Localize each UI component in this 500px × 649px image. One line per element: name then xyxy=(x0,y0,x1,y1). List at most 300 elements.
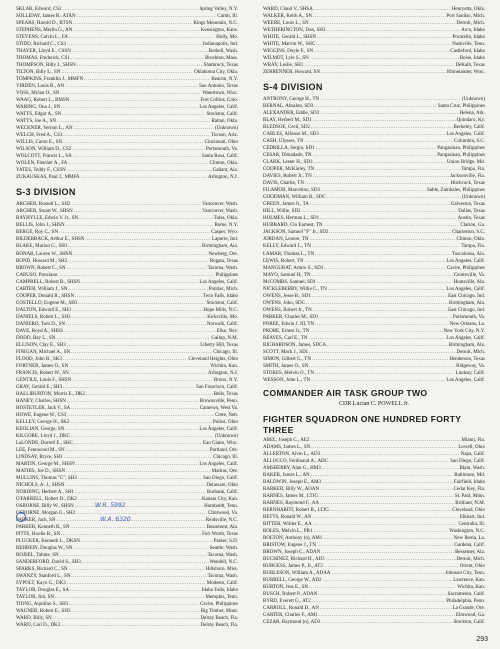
leader-dots xyxy=(71,405,198,412)
leader-dots xyxy=(320,131,446,138)
leader-dots xyxy=(67,412,214,419)
entry-hometown: Beaumont, Ala. xyxy=(206,525,238,531)
leader-dots xyxy=(63,132,210,139)
leader-dots xyxy=(67,580,206,587)
entry-hometown: Parker, S.D. xyxy=(213,539,238,545)
roster-entry xyxy=(16,13,238,20)
entry-name: PROBE, Ernest Jr., TN xyxy=(263,328,310,334)
roster-entry xyxy=(263,13,485,20)
leader-dots xyxy=(60,90,201,97)
leader-dots xyxy=(311,444,457,451)
entry-hometown: Idaho Falls, Idaho xyxy=(201,588,238,594)
entry-name: CASH, Ulysses, TN xyxy=(263,139,304,145)
leader-dots xyxy=(314,103,437,110)
entry-name: WELCH, Fred A., CS3 xyxy=(16,133,63,139)
roster-entry xyxy=(16,215,238,222)
roster-entry xyxy=(263,377,485,384)
entry-name: MATHIS, Joe D., SHSN xyxy=(16,468,66,474)
entry-hometown: Boise, Idaho xyxy=(459,56,485,62)
roster-entry xyxy=(263,307,485,314)
leader-dots xyxy=(310,201,450,208)
roster-entry xyxy=(16,125,238,132)
roster-entry xyxy=(16,489,238,496)
leader-dots xyxy=(311,124,453,131)
entry-hometown: Napa, Calif. xyxy=(460,451,485,457)
entry-hometown: Tacoma, Wash. xyxy=(207,265,238,271)
s3-division-heading: S-3 DIVISION xyxy=(16,187,76,198)
roster-entry xyxy=(263,458,485,465)
roster-entry xyxy=(263,265,485,272)
entry-name: CAMPBELL, Robert B., SHSN xyxy=(16,279,80,285)
entry-hometown: Vancouver, Wash. xyxy=(202,209,238,215)
entry-name: BARNES, James M., LTJG xyxy=(263,493,319,499)
leader-dots xyxy=(73,153,201,160)
leader-dots xyxy=(68,258,209,265)
entry-name: BOND, Howard M., SH2 xyxy=(16,258,68,264)
roster-entry xyxy=(263,103,485,110)
roster-entry xyxy=(16,97,238,104)
entry-name: OSBORNE, Morgan G., SH2 xyxy=(16,511,76,517)
leader-dots xyxy=(69,363,209,370)
entry-name: LEE, Fennwood M., SN xyxy=(16,447,65,453)
entry-name: CABLES, Alfonso M., SD3 xyxy=(263,132,319,138)
roster-entry xyxy=(16,615,238,622)
leader-dots xyxy=(64,328,216,335)
entry-name: ADAMS, James L., SN xyxy=(263,444,311,450)
entry-name: BETTS, Ronald W., AN xyxy=(263,514,312,520)
entry-hometown: Los Angeles, Calif. xyxy=(446,258,485,264)
entry-name: BOLTON, Anthony (n), AM1 xyxy=(263,536,323,542)
entry-hometown: Madras, Ore. xyxy=(211,468,238,474)
entry-name: ARCHER, Stuart W., SHSN xyxy=(16,209,73,215)
leader-dots xyxy=(315,370,455,377)
roster-entry xyxy=(263,479,485,486)
leader-dots xyxy=(71,201,201,208)
entry-name: DAVE, Boyd A., SHSS xyxy=(16,328,63,334)
entry-hometown: Lowell, Ohio xyxy=(458,444,485,450)
roster-entry xyxy=(16,27,238,34)
entry-hometown: Carmi, Ill. xyxy=(217,14,238,20)
roster-entry xyxy=(263,145,485,152)
entry-hometown: San Diego, Calif. xyxy=(203,476,238,481)
leader-dots xyxy=(313,152,437,159)
entry-name: BYRD, Everett G., AT2 xyxy=(263,599,311,605)
entry-name: WAAG, Robert L., RMSN xyxy=(16,98,70,104)
leader-dots xyxy=(63,6,199,13)
entry-hometown: Birmingham, Ala. xyxy=(449,300,485,306)
entry-hometown: DeKalb, Texas xyxy=(455,63,485,69)
entry-hometown: Elkhart, Ind. xyxy=(459,514,485,520)
leader-dots xyxy=(71,573,206,580)
leader-dots xyxy=(311,472,454,479)
roster-entry xyxy=(263,48,485,55)
entry-hometown: San Diego, Calif. xyxy=(450,458,485,464)
roster-entry xyxy=(263,577,485,584)
leader-dots xyxy=(318,591,446,598)
leader-dots xyxy=(309,363,455,370)
leader-dots xyxy=(312,514,459,521)
leader-dots xyxy=(313,307,447,314)
leader-dots xyxy=(320,605,452,612)
leader-dots xyxy=(55,594,204,601)
leader-dots xyxy=(76,461,199,468)
entry-name: OWENS, Robert Jr., TN xyxy=(263,307,312,313)
entry-hometown: Rome, N.Y. xyxy=(214,223,238,229)
roster-entry xyxy=(16,524,238,531)
roster-entry xyxy=(16,160,238,167)
entry-hometown: Sacramento, Calif. xyxy=(447,592,485,598)
entry-name: HILL, Willie, SD2 xyxy=(263,209,301,215)
roster-entry xyxy=(263,6,485,13)
entry-name: ALLERTON, Alvin L., AD3 xyxy=(263,451,321,457)
roster-entry xyxy=(263,272,485,279)
entry-hometown: Spring Valley, N.Y. xyxy=(199,7,238,12)
roster-entry xyxy=(263,194,485,201)
roster-entry xyxy=(16,335,238,342)
entry-name: WARD, Claud V., SHSA xyxy=(263,7,313,12)
entry-name: BAKER, James L., AN xyxy=(263,472,310,478)
roster-entry xyxy=(263,293,485,300)
entry-hometown: Charleston, S.C. xyxy=(452,230,485,236)
leader-dots xyxy=(72,146,205,153)
right-column xyxy=(263,6,485,626)
entry-name: CARTER, William J., SN xyxy=(16,286,68,292)
leader-dots xyxy=(317,34,451,41)
entry-hometown: Portsmouth, Va. xyxy=(453,314,485,320)
entry-name: BLAKE, Marion G., SH1 xyxy=(16,244,68,250)
entry-hometown: Berkeley, Calif. xyxy=(453,125,485,131)
entry-hometown: Los Angeles, Calif. xyxy=(199,426,238,432)
entry-hometown: Newberg, Ore. xyxy=(208,251,238,257)
entry-hometown: New York City, N.Y. xyxy=(443,328,485,334)
entry-name: KEOLIAN, George, SN xyxy=(16,426,65,432)
leader-dots xyxy=(321,451,460,458)
leader-dots xyxy=(309,236,455,243)
leader-dots xyxy=(323,535,452,542)
leader-dots xyxy=(60,552,207,559)
entry-hometown: Orient, Ohio xyxy=(459,564,485,570)
leader-dots xyxy=(322,465,459,472)
entry-hometown: Laporte, Ind. xyxy=(212,237,238,243)
leader-dots xyxy=(67,342,200,349)
entry-name: PARKER, Charles M., SD1 xyxy=(263,314,319,320)
entry-name: ALLOCCO, Ferdinand A., ADC xyxy=(263,458,328,464)
leader-dots xyxy=(61,622,199,629)
entry-hometown: Columbia, S.C. xyxy=(454,139,485,145)
leader-dots xyxy=(314,6,451,13)
leader-dots xyxy=(327,342,448,349)
entry-hometown: Seattle, Wash. xyxy=(209,546,238,552)
roster-entry xyxy=(16,76,238,83)
leader-dots xyxy=(314,48,449,55)
entry-name: BERNAL, Absalon, SD3 xyxy=(263,104,314,110)
leader-dots xyxy=(81,174,207,181)
roster-entry xyxy=(263,215,485,222)
entry-hometown: Shamrock, Texas xyxy=(203,63,238,69)
entry-hometown: Santa Cruz, Philippines xyxy=(437,104,485,110)
entry-hometown: Los Angeles, Calif. xyxy=(446,335,485,341)
roster-entry xyxy=(16,48,238,55)
entry-name: BILDERBACK, Arthur E., SHSN xyxy=(16,237,85,243)
roster-entry xyxy=(263,173,485,180)
roster-entry xyxy=(16,363,238,370)
entry-name: PLUCKER, Kenneth L., DKSN xyxy=(16,539,80,545)
entry-hometown: Gardena, Calif. xyxy=(454,543,485,549)
entry-hometown: Arlington, N.J. xyxy=(208,175,238,181)
leader-dots xyxy=(313,173,449,180)
entry-hometown: Henryetta, Okla. xyxy=(451,7,485,12)
leader-dots xyxy=(315,321,449,328)
s4-division-heading: S-4 DIVISION xyxy=(263,82,323,93)
entry-hometown: Port Sanilac, Mich. xyxy=(446,14,485,20)
commander-name: CDR Lucian C. POWELL Jr. xyxy=(338,400,410,407)
leader-dots xyxy=(68,286,207,293)
roster-entry xyxy=(263,201,485,208)
leader-dots xyxy=(304,138,453,145)
leader-dots xyxy=(328,286,446,293)
roster-entry xyxy=(16,433,238,440)
leader-dots xyxy=(324,265,446,272)
roster-entry xyxy=(16,328,238,335)
entry-hometown: East Chicago, Ind. xyxy=(448,307,485,313)
entry-hometown: Stockton, Calif. xyxy=(206,112,238,118)
entry-hometown: Centreville, Va. xyxy=(453,272,485,278)
entry-hometown: San Antonio, Texas xyxy=(199,84,238,90)
entry-hometown: Casper, Wyo. xyxy=(211,230,238,236)
entry-name: COSTELLO, Eugene M., SH3 xyxy=(16,300,78,306)
entry-hometown: Gallant, Ala. xyxy=(212,168,238,174)
entry-name: BERNHARDT, Robert B., LTJG xyxy=(263,507,329,513)
leader-dots xyxy=(304,258,445,265)
roster-entry xyxy=(16,34,238,41)
entry-name: STOKES, Melvin O., TN xyxy=(263,370,314,376)
leader-dots xyxy=(68,243,201,250)
roster-entry xyxy=(263,556,485,563)
leader-dots xyxy=(313,521,458,528)
roster-entry xyxy=(16,69,238,76)
leader-dots xyxy=(320,500,454,507)
roster-entry xyxy=(16,398,238,405)
entry-name: WARD, Billy, SN xyxy=(16,616,52,622)
leader-dots xyxy=(327,194,461,201)
roster-entry xyxy=(263,152,485,159)
entry-name: WARD, Carl D., DK3 xyxy=(16,623,61,629)
roster-entry xyxy=(16,405,238,412)
entry-hometown: Brockton, Mass. xyxy=(205,56,238,62)
entry-name: DAVIES, Robert Jr., TN xyxy=(263,174,312,180)
entry-hometown: Norwalk, Calif. xyxy=(206,321,238,327)
entry-hometown: Quindaro, Ky. xyxy=(456,118,485,124)
leader-dots xyxy=(320,110,458,117)
leader-dots xyxy=(74,440,202,447)
leader-dots xyxy=(62,111,205,118)
leader-dots xyxy=(70,587,201,594)
leader-dots xyxy=(319,314,452,321)
leader-dots xyxy=(320,486,453,493)
entry-name: SWANZY, Stanford L., SN xyxy=(16,574,71,580)
entry-name: GOODMAN, William B., SDC xyxy=(263,195,326,201)
leader-dots xyxy=(326,556,456,563)
entry-name: BONAR, Lauren W., SHSN xyxy=(16,251,73,257)
entry-hometown: Clintwood, Va. xyxy=(207,511,238,517)
leader-dots xyxy=(72,377,213,384)
leader-dots xyxy=(330,507,451,514)
roster-entry xyxy=(263,124,485,131)
roster-entry xyxy=(16,440,238,447)
entry-name: STIDD, Richard C., CS3 xyxy=(16,42,66,48)
entry-name: CEZAR, Raymond (n), AD3 xyxy=(263,620,321,626)
entry-hometown: Los Angeles, Calif. xyxy=(446,377,485,383)
entry-name: WARING, Ona J., SN xyxy=(16,105,61,111)
roster-entry xyxy=(16,496,238,503)
leader-dots xyxy=(71,349,212,356)
leader-dots xyxy=(320,215,457,222)
entry-name: BELLIS, John J., SHSN xyxy=(16,223,65,229)
entry-name: BITTER, Wilder E., AA xyxy=(263,521,312,527)
commander-air-task-group-heading: COMMANDER AIR TASK GROUP TWO xyxy=(263,387,428,398)
leader-dots xyxy=(56,335,210,342)
leader-dots xyxy=(69,566,205,573)
entry-name: ABEL, Joseph C., AE2 xyxy=(263,437,310,443)
leader-dots xyxy=(319,493,454,500)
leader-dots xyxy=(79,215,212,222)
entry-name: CABUSO, Ponciano xyxy=(16,272,58,278)
leader-dots xyxy=(315,166,460,173)
entry-name: LINDSAY, Bryce, SH1 xyxy=(16,454,63,460)
leader-dots xyxy=(59,229,210,236)
roster-entry xyxy=(263,110,485,117)
entry-hometown: Clinton, Okla. xyxy=(456,237,485,243)
entry-hometown: Crete, Neb. xyxy=(215,412,238,418)
entry-hometown: St. Paul, Minn. xyxy=(454,493,485,499)
roster-entry xyxy=(16,356,238,363)
roster-entry xyxy=(16,243,238,250)
leader-dots xyxy=(70,524,205,531)
entry-name: REHBEIN, Douglas W., SN xyxy=(16,546,73,552)
roster-entry xyxy=(16,236,238,243)
leader-dots xyxy=(311,377,445,384)
entry-name: LAMAR, Thomas L., TN xyxy=(263,251,315,257)
entry-name: O'FARRELL, Robert D., DK2 xyxy=(16,497,77,503)
roster-entry xyxy=(263,222,485,229)
roster-entry xyxy=(263,356,485,363)
leader-dots xyxy=(73,251,207,258)
roster-entry xyxy=(263,370,485,377)
entry-name: CESAR, Dimadado, TN xyxy=(263,153,312,159)
entry-name: BRISTOW, Eugene J., TN xyxy=(263,543,316,549)
entry-hometown: Gallup, N.M. xyxy=(211,335,238,341)
entry-hometown: Santa Rosa, Calif. xyxy=(201,154,238,160)
entry-name: BURTON, Jess E., SN xyxy=(263,585,309,591)
entry-hometown: Oklahoma City, Okla. xyxy=(194,70,238,76)
leader-dots xyxy=(312,598,445,605)
entry-hometown: Huntsville, Ala. xyxy=(453,279,485,285)
roster-entry xyxy=(16,139,238,146)
roster-entry xyxy=(263,349,485,356)
entry-name: HUBBARD, Clo Earnest, TN xyxy=(263,223,323,229)
entry-name: OWENS, John, SDC xyxy=(263,300,305,306)
entry-name: WIGGINS, Doyle F., SN xyxy=(263,49,314,55)
entry-hometown: Hope Mills, N.C. xyxy=(203,307,238,313)
roster-entry xyxy=(263,563,485,570)
roster-entry xyxy=(16,20,238,27)
entry-name: VIRDEN, Louis R., AN xyxy=(16,84,65,90)
entry-hometown: (Unknown) xyxy=(461,195,485,201)
leader-dots xyxy=(301,208,457,215)
entry-hometown: Centralia, Ill. xyxy=(458,521,485,527)
entry-name: NORDING, Herbert A., SH1 xyxy=(16,490,75,496)
leader-dots xyxy=(329,229,451,236)
roster-entry xyxy=(16,132,238,139)
entry-name: BARKER, Billy W., AOAN xyxy=(263,486,320,492)
leader-dots xyxy=(71,314,206,321)
entry-hometown: Hillsboro, Miss. xyxy=(205,567,238,573)
entry-hometown: Cleveland, Ohio xyxy=(452,507,485,513)
roster-entry xyxy=(16,412,238,419)
leader-dots xyxy=(71,608,199,615)
entry-name: WECKNER, Vernon L., AN xyxy=(16,126,73,132)
leader-dots xyxy=(73,27,200,34)
entry-hometown: Beacon, N.Y. xyxy=(211,77,238,83)
leader-dots xyxy=(75,489,206,496)
entry-name: CARTER, Charles F., AM1 xyxy=(263,613,318,619)
roster-entry xyxy=(16,279,238,286)
roster-entry xyxy=(16,580,238,587)
roster-entry xyxy=(263,521,485,528)
roster-entry xyxy=(263,131,485,138)
entry-name: SYPOLT, Kayo G., DK3 xyxy=(16,581,66,587)
entry-name: LaLONDE, Durrell E., SHC xyxy=(16,440,73,446)
entry-hometown: Pontiac, Mich. xyxy=(208,286,238,292)
entry-name: SANDERFORD, David S., SH3 xyxy=(16,560,81,566)
entry-hometown: Miami, Fla. xyxy=(461,437,485,443)
roster-entry xyxy=(263,34,485,41)
entry-name: MANGUBAT, Arturo S., SD3 xyxy=(263,265,324,271)
entry-name: DANIELS, Robert L., SH3 xyxy=(16,314,71,320)
leader-dots xyxy=(63,356,188,363)
entry-name: SPARKS, Richard C., SN xyxy=(16,567,68,573)
entry-hometown: Union Bridge, Md. xyxy=(446,160,485,166)
entry-hometown: Pocatello, Idaho xyxy=(452,35,485,41)
entry-name: DALTON, Edward E., SH3 xyxy=(16,307,71,313)
entry-hometown: Tampa, Fla. xyxy=(461,244,485,250)
leader-dots xyxy=(312,356,448,363)
entry-name: TILTON, Billy L., SN xyxy=(16,70,61,76)
leader-dots xyxy=(326,27,460,34)
roster-entry xyxy=(16,222,238,229)
entry-hometown: Liberty Hill, Texas xyxy=(200,342,238,348)
entry-name: TAYLOR, Jim, SN xyxy=(16,595,55,601)
entry-hometown: Cavite, Philippines xyxy=(446,265,485,271)
roster-entry xyxy=(16,342,238,349)
entry-hometown: East Chicago, Ind. xyxy=(448,293,485,299)
roster-entry xyxy=(263,598,485,605)
leader-dots xyxy=(67,398,199,405)
entry-name: PARKER, Jack, SN xyxy=(16,518,56,524)
entry-name: GREEN, James Jr., TA xyxy=(263,202,309,208)
roster-entry xyxy=(263,363,485,370)
entry-name: KELLEY, George H., SK2 xyxy=(16,419,70,425)
entry-hometown: (Unknown) xyxy=(461,97,485,103)
leader-dots xyxy=(310,20,456,27)
leader-dots xyxy=(72,48,208,55)
entry-name: FLOOD, John B., SK3 xyxy=(16,356,62,362)
entry-hometown: Dallas, Texas xyxy=(458,209,485,215)
entry-hometown: Arco, Idaho xyxy=(461,28,485,34)
roster-entry xyxy=(16,482,238,489)
leader-dots xyxy=(305,180,450,187)
leader-dots xyxy=(73,545,208,552)
